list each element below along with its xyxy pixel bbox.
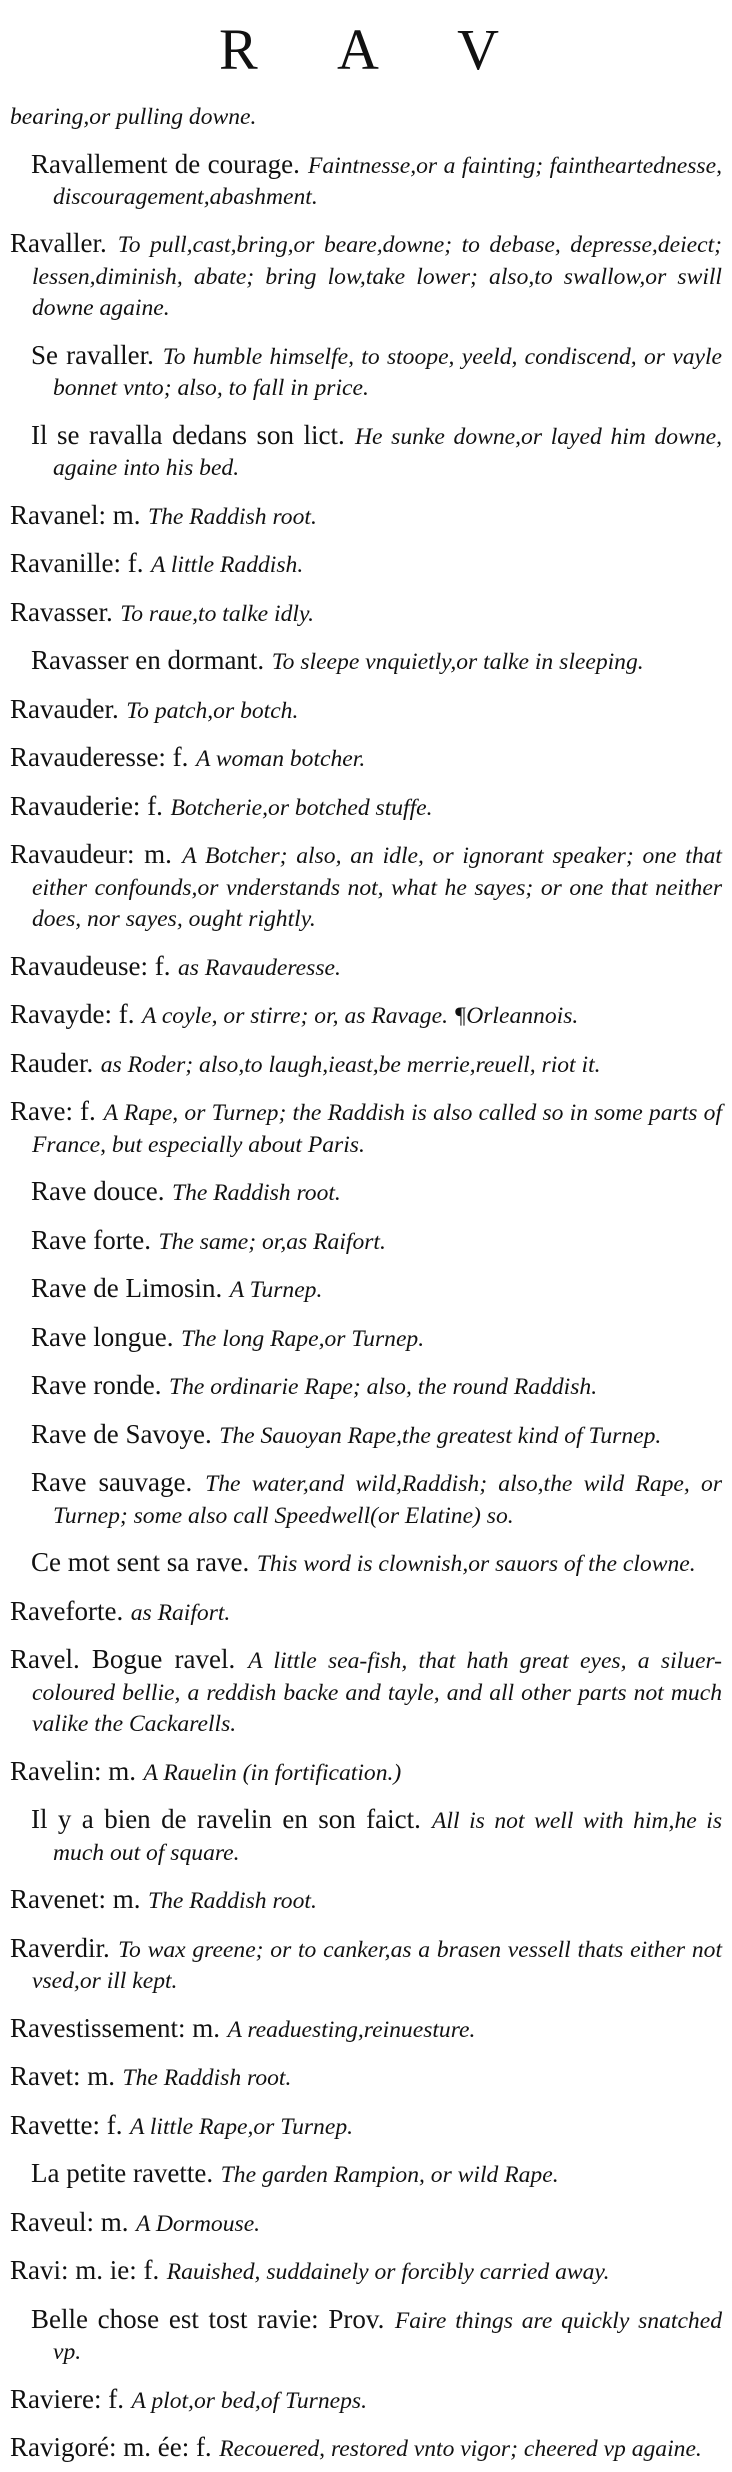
headword: Il y a bien de ravelin en son faict.	[31, 1804, 421, 1835]
headword: Rave de Savoye.	[31, 1418, 212, 1449]
dictionary-entry	[10, 1370, 722, 1402]
headword: Ravel. Bogue ravel.	[10, 1644, 236, 1675]
definition: The Raddish root.	[171, 1180, 341, 1207]
headword: Ravaudeur: m.	[10, 839, 172, 870]
definition: A little sea-fish, that hath great eyes, a siluer-coloured bellie, a reddish backe and tayle, and all other parts not much valike the Cackarells.	[32, 1648, 723, 1738]
definition: A Botcher; also, an idle, or ignorant speaker; one that either confounds,or vnderstands not, what he sayes; or one that neither does, nor sayes, ought rightly.	[32, 843, 722, 933]
dictionary-entry	[10, 1804, 722, 1868]
headword: Ravet: m.	[10, 2061, 115, 2092]
headword: Ravestissement: m.	[10, 2012, 220, 2043]
dictionary-entry	[10, 500, 722, 532]
definition: The same; or,as Raifort.	[158, 1228, 386, 1255]
headword: Rave sauvage.	[31, 1467, 193, 1498]
headword: Rave forte.	[31, 1224, 151, 1255]
headword: Ravette: f.	[10, 2109, 123, 2140]
dictionary-entry	[10, 2432, 722, 2464]
dictionary-entry	[10, 1419, 722, 1451]
headword: Ravauderesse: f.	[10, 742, 189, 773]
dictionary-entry	[10, 2158, 722, 2190]
definition: The long Rape,or Turnep.	[180, 1325, 425, 1352]
headword: Raverdir.	[10, 1932, 110, 1963]
definition: A coyle, or stirre; or, as Ravage. ¶Orleannois.	[141, 1003, 579, 1030]
dictionary-entry	[10, 2013, 722, 2045]
headword: Rave: f.	[10, 1096, 96, 1127]
headword: Ravigoré: m. ée: f.	[10, 2432, 212, 2463]
definition: as Ravauderesse.	[177, 954, 341, 981]
headword: Ravayde: f.	[10, 999, 135, 1030]
dictionary-entry	[10, 694, 722, 726]
definition: The ordinarie Rape; also, the round Raddish.	[168, 1374, 598, 1401]
dictionary-entry	[10, 1884, 722, 1916]
definition: A Dormouse.	[135, 2210, 261, 2237]
headword: Il se ravalla dedans son lict.	[31, 419, 345, 450]
headword: Ravasser.	[10, 596, 113, 627]
headword: Rave de Limosin.	[31, 1273, 223, 1304]
dictionary-entry	[10, 1644, 722, 1739]
headword: La petite ravette.	[31, 2158, 214, 2189]
definition: Faintnesse,or a fainting; faintheartednesse, discouragement,abashment.	[53, 152, 722, 210]
dictionary-entry	[10, 1225, 722, 1257]
dictionary-entries	[10, 100, 722, 2465]
definition: A woman botcher.	[195, 746, 366, 773]
dictionary-entry	[10, 1596, 722, 1628]
definition: A plot,or bed,of Turneps.	[131, 2387, 367, 2414]
definition: Recouered, restored vnto vigor; cheered vp againe.	[219, 2436, 702, 2463]
definition: He sunke downe,or layed him downe, againe into his bed.	[53, 423, 723, 482]
definition: The Raddish root.	[122, 2065, 292, 2092]
dictionary-entry	[10, 1048, 722, 1080]
headword: Raveul: m.	[10, 2206, 129, 2237]
dictionary-entry	[10, 228, 722, 323]
dictionary-entry	[10, 951, 722, 983]
definition: The Raddish root.	[147, 503, 317, 530]
headword: Ravaudeuse: f.	[10, 950, 171, 981]
headword: Rave douce.	[31, 1176, 165, 1207]
dictionary-entry	[10, 999, 722, 1031]
dictionary-entry	[10, 2304, 722, 2368]
headword: Ravallement de courage.	[31, 148, 300, 179]
dictionary-entry	[10, 1096, 722, 1160]
dictionary-entry	[10, 645, 722, 677]
dictionary-entry	[10, 839, 722, 934]
headword: Ce mot sent sa rave.	[31, 1547, 250, 1578]
headword: Ravenet: m.	[10, 1884, 141, 1915]
dictionary-entry	[10, 1547, 722, 1579]
headword: Ravanel: m.	[10, 499, 141, 530]
headword: Rauder.	[10, 1047, 94, 1078]
definition: Botcherie,or botched stuffe.	[170, 794, 433, 821]
dictionary-entry	[10, 2207, 722, 2239]
headword: Ravauder.	[10, 693, 119, 724]
headword: Ravanille: f.	[10, 548, 144, 579]
headword: Se ravaller.	[31, 339, 154, 370]
definition: A readuesting,reinuesture.	[227, 2016, 476, 2043]
definition: To patch,or botch.	[126, 697, 299, 724]
dictionary-entry	[10, 149, 722, 213]
definition: Rauished, suddainely or forcibly carried away.	[166, 2259, 610, 2286]
headword: Rave longue.	[31, 1321, 174, 1352]
running-head: R A V	[218, 17, 533, 82]
headword: Ravelin: m.	[10, 1755, 136, 1786]
definition: To pull,cast,bring,or beare,downe; to debase, depresse,deiect; lessen,diminish, abate; bring low,take lower; also,to swallow,or swill downe againe.	[32, 232, 723, 322]
definition: A little Rape,or Turnep.	[129, 2113, 354, 2140]
headword: Raviere: f.	[10, 2383, 124, 2414]
dictionary-entry	[10, 2384, 722, 2416]
definition: All is not well with him,he is much out of square.	[53, 1808, 722, 1866]
definition: A Rape, or Turnep; the Raddish is also called so in some parts of France, but especially about Paris.	[32, 1100, 723, 1158]
dictionary-entry	[10, 1176, 722, 1208]
definition: Faire things are quickly snatched vp.	[53, 2307, 722, 2366]
headword: Raveforte.	[10, 1595, 124, 1626]
dictionary-entry	[10, 2255, 722, 2287]
dictionary-entry	[10, 2110, 722, 2142]
dictionary-entry	[10, 2061, 722, 2093]
dictionary-entry	[10, 340, 722, 404]
definition: as Roder; also,to laugh,ieast,be merrie,reuell, riot it.	[100, 1051, 601, 1078]
dictionary-entry	[10, 1322, 722, 1354]
definition: A Turnep.	[229, 1277, 323, 1304]
dictionary-entry	[10, 100, 722, 132]
definition: To sleepe vnquietly,or talke in sleeping.	[271, 649, 644, 676]
dictionary-entry	[10, 420, 722, 484]
dictionary-entry	[10, 742, 722, 774]
headword: Ravasser en dormant.	[31, 645, 265, 676]
definition: The garden Rampion, or wild Rape.	[220, 2162, 559, 2189]
dictionary-entry	[10, 1273, 722, 1305]
dictionary-entry	[10, 597, 722, 629]
dictionary-entry	[10, 1933, 722, 1997]
dictionary-entry	[10, 548, 722, 580]
definition: The water,and wild,Raddish; also,the wild Rape, or Turnep; some also call Speedwell(or Elatine) so.	[53, 1471, 723, 1529]
dictionary-entry	[10, 1467, 722, 1531]
headword: Rave ronde.	[31, 1370, 162, 1401]
definition: A Rauelin (in fortification.)	[143, 1759, 402, 1786]
headword: Ravi: m. ie: f.	[10, 2255, 160, 2286]
definition: bearing,or pulling downe.	[10, 104, 257, 130]
definition: as Raifort.	[130, 1599, 231, 1626]
definition: The Raddish root.	[147, 1888, 317, 1915]
dictionary-entry	[10, 791, 722, 823]
definition: To wax greene; or to canker,as a brasen vessell thats either not vsed,or ill kept.	[32, 1936, 723, 1995]
headword: Ravauderie: f.	[10, 790, 163, 821]
headword: Belle chose est tost ravie: Prov.	[31, 2303, 385, 2334]
definition: To humble himselfe, to stoope, yeeld, condiscend, or vayle bonnet vnto; also, to fall in price.	[53, 343, 723, 402]
definition: This word is clownish,or sauors of the clowne.	[256, 1551, 696, 1578]
definition: The Sauoyan Rape,the greatest kind of Turnep.	[219, 1422, 662, 1449]
definition: A little Raddish.	[150, 552, 304, 579]
headword: Ravaller.	[10, 228, 107, 259]
dictionary-entry	[10, 1756, 722, 1788]
definition: To raue,to talke idly.	[120, 600, 315, 627]
